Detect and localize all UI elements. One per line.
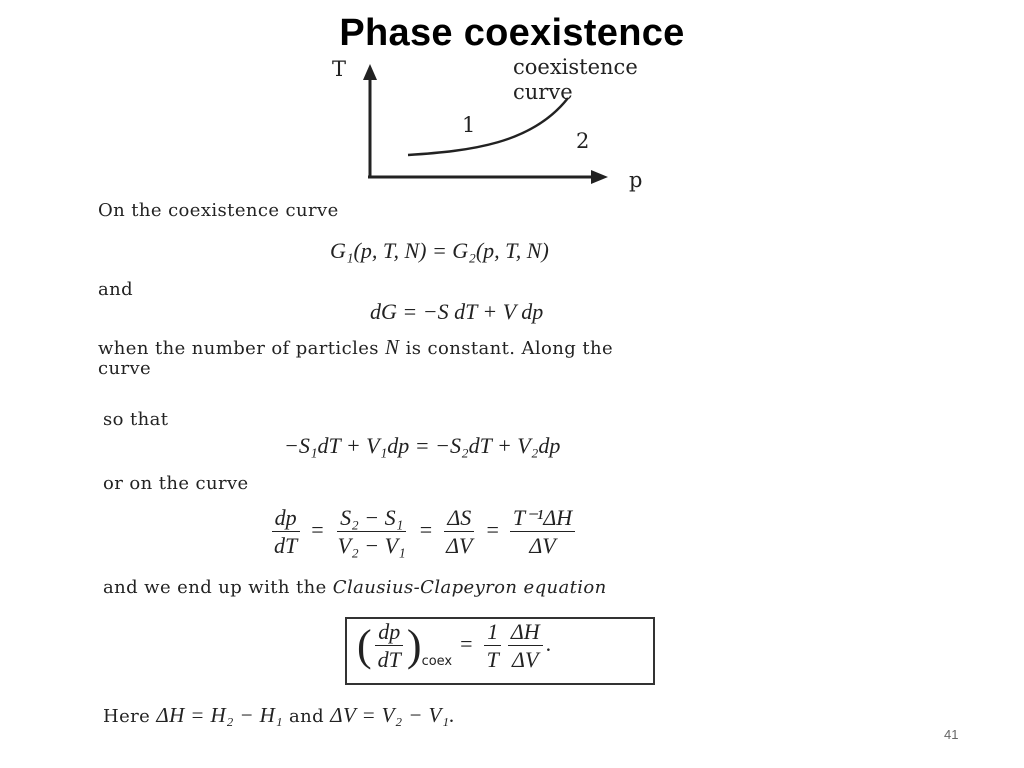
region-2-label: 2 — [576, 129, 590, 153]
text-line-3-end: is constant. Along the — [405, 338, 614, 359]
page-number: 41 — [944, 727, 959, 742]
text-line-5: so that — [103, 409, 169, 430]
x-axis-arrow — [591, 170, 608, 184]
coexistence-diagram — [320, 54, 660, 204]
coex-subscript: coex — [421, 653, 453, 669]
left-paren: ( — [357, 620, 372, 670]
fraction-denominator: ΔV — [446, 533, 473, 559]
fraction-denominator: T — [486, 647, 499, 673]
period: . — [545, 630, 552, 656]
text-line-2: and — [98, 279, 134, 300]
fraction-numerator: dp — [375, 619, 403, 646]
fraction-denominator: dT — [377, 647, 401, 673]
and-word: and — [289, 706, 325, 727]
text-line-3-start: when the number of particles — [98, 338, 379, 359]
y-axis-label: T — [332, 57, 347, 81]
equation-dG: dG = −S dT + V dp — [370, 299, 544, 324]
fraction-numerator: dp — [272, 505, 300, 532]
here-equation-1: ΔH = H₂ − H₁ — [156, 703, 283, 727]
right-paren: ) — [406, 620, 422, 670]
x-axis-label: p — [629, 168, 643, 192]
text-line-1: On the coexistence curve — [98, 200, 339, 221]
fraction-dp-dT — [271, 505, 300, 559]
fraction-dp-dT-coex — [375, 619, 404, 673]
fraction-one-over-T — [484, 619, 502, 673]
coexistence-curve — [408, 98, 568, 155]
slide-title: Phase coexistence — [339, 12, 685, 54]
fraction-numerator: S₂ − S₁ — [337, 505, 406, 532]
fraction-numerator: T⁻¹ΔH — [510, 505, 575, 532]
equation-along-curve: −S₁dT + V₁dp = −S₂dT + V₂dp — [284, 433, 561, 458]
fraction-enthalpy-volume — [510, 505, 575, 559]
fraction-numerator: ΔH — [508, 619, 543, 646]
text-line-6: or on the curve — [103, 473, 249, 494]
fraction-denominator: dT — [274, 533, 298, 559]
text-line-8 — [103, 703, 455, 728]
clausius-clapeyron-equation: ( $\frac{dp}{dT}$ )$_{coex}=$ $\frac{1}{T}$ $\frac{\Delta H}{\Delta V}$ . — [357, 619, 552, 673]
y-axis-arrow — [363, 64, 377, 80]
fraction-delta-h-delta-v — [508, 619, 543, 673]
text-line-4: curve — [98, 358, 152, 379]
here-equation-2: ΔV = V₂ − V₁. — [330, 703, 456, 727]
curve-label-line2: curve — [513, 80, 573, 104]
here-word: Here — [103, 706, 151, 727]
fraction-delta-s-delta-v — [443, 505, 475, 559]
text-line-3 — [98, 335, 613, 360]
text-line-7 — [103, 577, 607, 598]
fraction-entropy-volume — [335, 505, 409, 559]
fraction-numerator: ΔS — [444, 505, 474, 532]
equation-gibbs-equality: G₁(p, T, N) = G₂(p, T, N) — [330, 238, 549, 263]
fraction-denominator: ΔV — [529, 533, 556, 559]
text-line-3-var: N — [385, 335, 400, 359]
clausius-clapeyron-label: Clausius-Clapeyron equation — [332, 577, 607, 598]
text-line-7-start: and we end up with the — [103, 577, 327, 598]
fraction-denominator: ΔV — [512, 647, 539, 673]
equation-slope: $\frac{dp}{dT}$ = $\frac{\text{S₂ − S₁}}{\text{V₂ − V₁}}$ = $\frac{\Delta S}{\Delta V}$ = $\frac{\text{T⁻¹ΔH}}{\Delta V}$ — [268, 505, 578, 559]
region-1-label: 1 — [462, 113, 476, 137]
fraction-numerator: 1 — [484, 619, 501, 646]
curve-label-line1: coexistence — [513, 55, 638, 79]
fraction-denominator: V₂ − V₁ — [337, 533, 406, 559]
